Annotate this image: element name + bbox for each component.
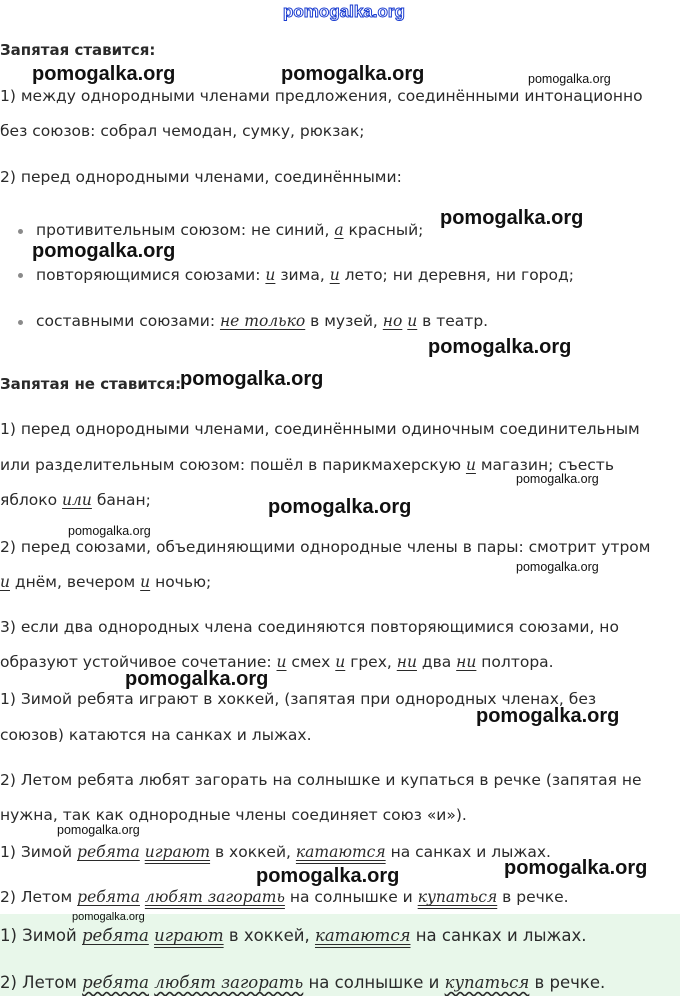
example-2-line2: нужна, так как однородные члены соединяет союз «и»). xyxy=(0,806,467,824)
example-2-line1: 2) Летом ребята любят загорать на солнышке и купаться в речке (запятая не xyxy=(0,771,642,789)
watermark: pomogalka.org xyxy=(428,336,572,358)
watermark: pomogalka.org xyxy=(516,472,599,486)
bullet-marker xyxy=(18,229,23,234)
watermark: pomogalka.org xyxy=(125,668,269,690)
heading-comma-used: Запятая ставится: xyxy=(0,41,156,59)
bullet-adversative: противительным союзом: не синий, а красный; xyxy=(36,221,424,239)
watermark: pomogalka.org xyxy=(32,63,176,85)
watermark: pomogalka.org xyxy=(268,496,412,518)
watermark: pomogalka.org xyxy=(440,207,584,229)
rule-nocomma-3-line2: образуют устойчивое сочетание: и смех и грех, ни два ни полтора. xyxy=(0,653,554,671)
watermark: pomogalka.org xyxy=(180,368,324,390)
rule-nocomma-1-line2: или разделительным союзом: пошёл в парикмахерскую и магазин; съесть xyxy=(0,456,614,474)
answer-sentence-1: 1) Зимой ребята играют в хоккей, катаются на санках и лыжах. xyxy=(0,926,587,945)
watermark: pomogalka.org xyxy=(57,823,140,837)
rule-comma-1-line2: без союзов: собрал чемодан, сумку, рюкзак; xyxy=(0,122,365,140)
rule-nocomma-1-line3: яблоко или банан; xyxy=(0,491,151,509)
rule-nocomma-1-line1: 1) перед однородными членами, соединёнными одиночным соединительным xyxy=(0,420,640,438)
heading-comma-not-used: Запятая не ставится: xyxy=(0,375,182,393)
watermark: pomogalka.org xyxy=(504,857,648,879)
parsed-sentence-1: 1) Зимой ребята играют в хоккей, катаются на санках и лыжах. xyxy=(0,843,551,861)
watermark: pomogalka.org xyxy=(281,63,425,85)
bullet-marker xyxy=(18,320,23,325)
rule-nocomma-3-line1: 3) если два однородных члена соединяются повторяющимися союзами, но xyxy=(0,618,619,636)
watermark: pomogalka.org xyxy=(516,560,599,574)
watermark: pomogalka.org xyxy=(256,865,400,887)
watermark: pomogalka.org xyxy=(528,72,611,86)
example-1-line2: союзов) катаются на санках и лыжах. xyxy=(0,726,312,744)
bullet-compound: составными союзами: не только в музей, но и в театр. xyxy=(36,312,489,330)
rule-comma-1-line1: 1) между однородными членами предложения, соединёнными интонационно xyxy=(0,87,643,105)
parsed-sentence-2: 2) Летом ребята любят загорать на солнышке и купаться в речке. xyxy=(0,888,569,906)
watermark: pomogalka.org xyxy=(72,911,145,923)
rule-nocomma-2-line1: 2) перед союзами, объединяющими однородные члены в пары: смотрит утром xyxy=(0,538,651,556)
rule-comma-2-intro: 2) перед однородными членами, соединёнными: xyxy=(0,168,402,186)
rule-nocomma-2-line2: и днём, вечером и ночью; xyxy=(0,573,212,591)
answer-sentence-2: 2) Летом ребята любят загорать на солнышке и купаться в речке. xyxy=(0,973,606,992)
bullet-marker xyxy=(18,273,23,278)
watermark: pomogalka.org xyxy=(476,705,620,727)
watermark: pomogalka.org xyxy=(68,524,151,538)
example-1-line1: 1) Зимой ребята играют в хоккей, (запятая при однородных членах, без xyxy=(0,690,597,708)
bullet-repeated: повторяющимися союзами: и зима, и лето; ни деревня, ни город; xyxy=(36,266,574,284)
watermark: pomogalka.org xyxy=(32,240,176,262)
top-watermark: pomogalka.org xyxy=(283,2,405,21)
